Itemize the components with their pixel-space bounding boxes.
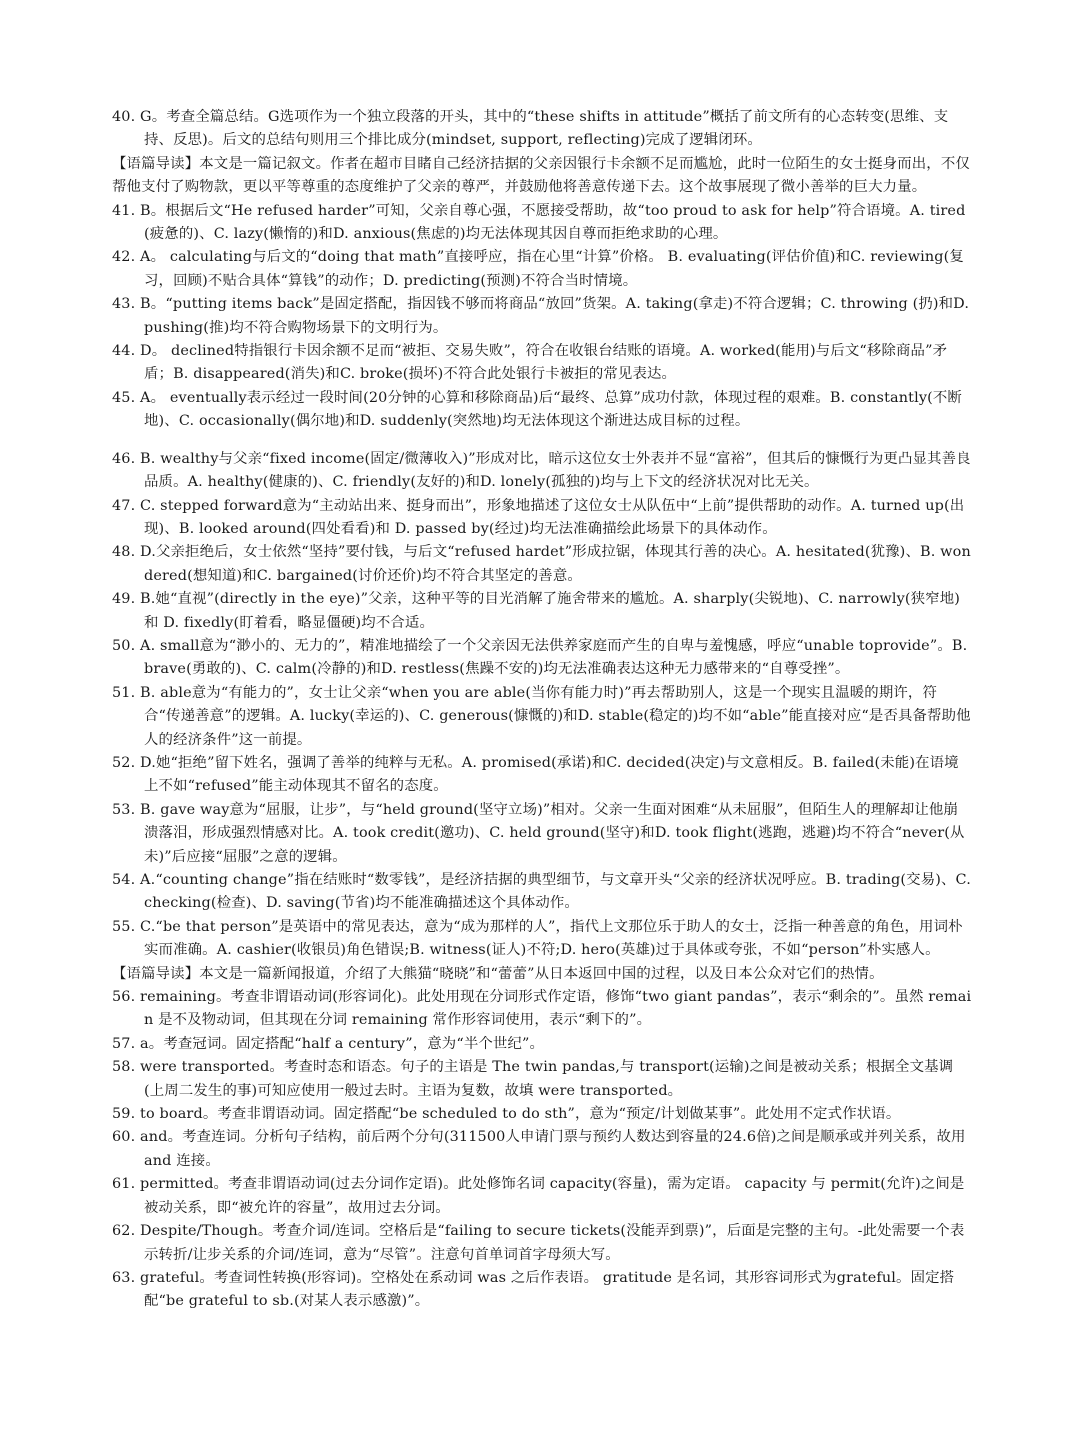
- answer-item-44: [112, 340, 972, 387]
- answer-text: 63. grateful。考查词性转换(形容词)。空格处在系动词 was 之后作表语。 gratitude 是名词，其形容词形式为grateful。固定搭配“be grateful to sb.(对某人表示感激)”。: [112, 1269, 955, 1310]
- passage-guide: [112, 153, 972, 200]
- answer-item-40: [112, 106, 972, 153]
- answer-text: 48. D.父亲拒绝后，女士依然“坚持”要付钱，与后文“refused hardet”形成拉锯，体现其行善的决心。A. hesitated(犹豫)、B. wondered(想知道)和C. bargained(讨价还价)均不符合其坚定的善意。: [112, 544, 971, 584]
- answer-item-60: [112, 1126, 972, 1173]
- answer-text: 56. remaining。考查非谓语动词(形容词化)。此处用现在分词形式作定语，修饰“two giant pandas”，表示“剩余的”。虽然 remain 是不及物动词，但其现在分词 remaining 常作形容词使用，表示“剩下的”。: [112, 989, 972, 1029]
- guide-text: 【语篇导读】本文是一篇记叙文。作者在超市目睹自己经济拮据的父亲因银行卡余额不足而尴尬，此时一位陌生的女士挺身而出，不仅帮他支付了购物款，更以平等尊重的态度维护了父亲的尊严，并鼓励他将善意传递下去。这个故事展现了微小善举的巨大力量。: [112, 155, 970, 196]
- answer-item-43: [112, 293, 972, 340]
- answer-item-56: [112, 986, 972, 1033]
- answer-item-48: [112, 541, 972, 588]
- answer-text: 55. C.“be that person”是英语中的常见表达，意为“成为那样的人”，指代上文那位乐于助人的女士，泛指一种善意的角色，用词朴实而准确。A. cashier(收银员)角色错误;B. witness(证人)不符;D. hero(英雄)过于具体或夸张，不如“person”朴实感人。: [112, 918, 963, 959]
- answer-item-51: [112, 682, 972, 752]
- answer-item-55: [112, 916, 972, 963]
- answer-text: 53. B. gave way意为“屈服，让步”，与“held ground(坚守立场)”相对。父亲一生面对困难“从未屈服”，但陌生人的理解却让他崩溃落泪，形成强烈情感对比。A. took credit(邀功)、C. held ground(坚守)和D. took flight(逃跑，逃避)均不符合“never(从未)”后应接“屈服”之意的逻辑。: [112, 801, 965, 865]
- answer-item-46: [112, 448, 972, 495]
- answer-text: 58. were transported。考查时态和语态。句子的主语是 The twin pandas,与 transport(运输)之间是被动关系；根据全文基调(上周二发生的事)可知应使用一般过去时。主语为复数，故填 were transported。: [112, 1059, 954, 1099]
- answer-text: 46. B. wealthy与父亲“fixed income(固定/微薄收入)”形成对比，暗示这位女士外表并不显“富裕”，但其后的慷慨行为更凸显其善良品质。A. healthy(健康的)、C. friendly(友好的)和D. lonely(孤独的)均与上下文的经济状况对比无关。: [112, 450, 971, 491]
- answer-text: 44. D。 declined特指银行卡因余额不足而“被拒、交易失败”，符合在收银台结账的语境。A. worked(能用)与后文“移除商品”矛盾；B. disappeared(消失)和C. broke(损坏)不符合此处银行卡被拒的常见表达。: [112, 343, 948, 383]
- answer-item-49: [112, 588, 972, 635]
- answer-item-58: [112, 1056, 972, 1103]
- answer-item-57: [112, 1033, 972, 1056]
- answer-text: 61. permitted。考查非谓语动词(过去分词作定语)。此处修饰名词 capacity(容量)，需为定语。 capacity 与 permit(允许)之间是被动关系，即“被允许的容量”，故用过去分词。: [112, 1176, 965, 1216]
- answer-item-53: [112, 799, 972, 869]
- answer-item-50: [112, 635, 972, 682]
- answer-item-41: [112, 200, 972, 247]
- answer-item-54: [112, 869, 972, 916]
- answer-text: 47. C. stepped forward意为“主动站出来、挺身而出”，形象地描述了这位女士从队伍中“上前”提供帮助的动作。A. turned up(出现)、B. looked around(四处看看)和 D. passed by(经过)均无法准确描绘此场景下的具体动作。: [112, 497, 965, 537]
- passage-guide: [112, 963, 972, 986]
- guide-text: 【语篇导读】本文是一篇新闻报道，介绍了大熊猫“晓晓”和“蕾蕾”从日本返回中国的过程，以及日本公众对它们的热情。: [112, 965, 884, 982]
- answer-text: 60. and。考查连词。分析句子结构，前后两个分句(311500人申请门票与预约人数达到容量的24.6倍)之间是顺承或并列关系，故用 and 连接。: [112, 1129, 966, 1169]
- answer-text: 43. B。“putting items back”是固定搭配，指因钱不够而将商品“放回”货架。A. taking(拿走)不符合逻辑；C. throwing (扔)和D. pushing(推)均不符合购物场景下的文明行为。: [112, 296, 970, 336]
- answer-text: 59. to board。考查非谓语动词。固定搭配“be scheduled to do sth”，意为“预定/计划做某事”。此处用不定式作状语。: [112, 1106, 901, 1123]
- answer-text: 50. A. small意为“渺小的、无力的”，精准地描绘了一个父亲因无法供养家庭而产生的自卑与羞愧感，呼应“unable toprovide”。B. brave(勇敢的)、C. calm(冷静的)和D. restless(焦躁不安的)均无法准确表达这种无力感带来的“自尊受挫”。: [112, 637, 968, 678]
- answer-key-content: [112, 106, 972, 1314]
- answer-text: 54. A.“counting change”指在结账时“数零钱”，是经济拮据的典型细节，与文章开头“父亲的经济状况呼应。B. trading(交易)、C. checking(检查)、D. saving(节省)均不能准确描述这个具体动作。: [112, 872, 971, 912]
- answer-text: 42. A。 calculating与后文的“doing that math”直接呼应，指在心里“计算”价格。 B. evaluating(评估价值)和C. reviewing(复习，回顾)不贴合具体“算钱”的动作；D. predicting(预测)不符合当时情境。: [112, 249, 964, 289]
- answer-text: 41. B。根据后文“He refused harder”可知，父亲自尊心强，不愿接受帮助，故“too proud to ask for help”符合语境。A. tired(疲惫的)、C. lazy(懒惰的)和D. anxious(焦虑的)均无法体现其因自尊而拒绝求助的心理。: [112, 202, 966, 243]
- answer-text: 45. A。 eventually表示经过一段时间(20分钟的心算和移除商品)后“最终、总算”成功付款，体现过程的艰难。B. constantly(不断地)、C. occasionally(偶尔地)和D. suddenly(突然地)均无法体现这个渐进达成目标的过程。: [112, 389, 962, 430]
- answer-item-42: [112, 246, 972, 293]
- answer-item-63: [112, 1267, 972, 1314]
- answer-item-62: [112, 1220, 972, 1267]
- answer-item-45: [112, 387, 972, 434]
- answer-item-59: [112, 1103, 972, 1126]
- answer-item-61: [112, 1173, 972, 1220]
- answer-text: 57. a。考查冠词。固定搭配“half a century”，意为“半个世纪”。: [112, 1035, 545, 1052]
- answer-text: 51. B. able意为“有能力的”，女士让父亲“when you are able(当你有能力时)”再去帮助别人，这是一个现实且温暖的期许，符合“传递善意”的逻辑。A. lucky(幸运的)、C. generous(慷慨的)和D. stable(稳定的)均不如“able”能直接对应“是否具备帮助他人的经济条件”这一前提。: [112, 684, 971, 748]
- answer-text: 40. G。考查全篇总结。G选项作为一个独立段落的开头，其中的“these shifts in attitude”概括了前文所有的心态转变(思维、支持、反思)。后文的总结句则用三个排比成分(mindset, support, reflecting)完成了逻辑闭环。: [112, 109, 949, 149]
- answer-text: 52. D.她“拒绝”留下姓名，强调了善举的纯粹与无私。A. promised(承诺)和C. decided(决定)与文意相反。B. failed(未能)在语境上不如“refused”能主动体现其不留名的态度。: [112, 754, 959, 795]
- answer-text: 49. B.她“直视”(directly in the eye)”父亲，这种平等的目光消解了施舍带来的尴尬。A. sharply(尖锐地)、C. narrowly(狭窄地)和 D. fixedly(盯着看，略显僵硬)均不合适。: [112, 591, 961, 631]
- answer-item-47: [112, 495, 972, 542]
- answer-item-52: [112, 752, 972, 799]
- answer-text: 62. Despite/Though。考查介词/连词。空格后是“failing to secure tickets(没能弄到票)”，后面是完整的主句。-此处需要一个表示转折/让步关系的介词/连词，意为“尽管”。注意句首单词首字母须大写。: [112, 1223, 965, 1263]
